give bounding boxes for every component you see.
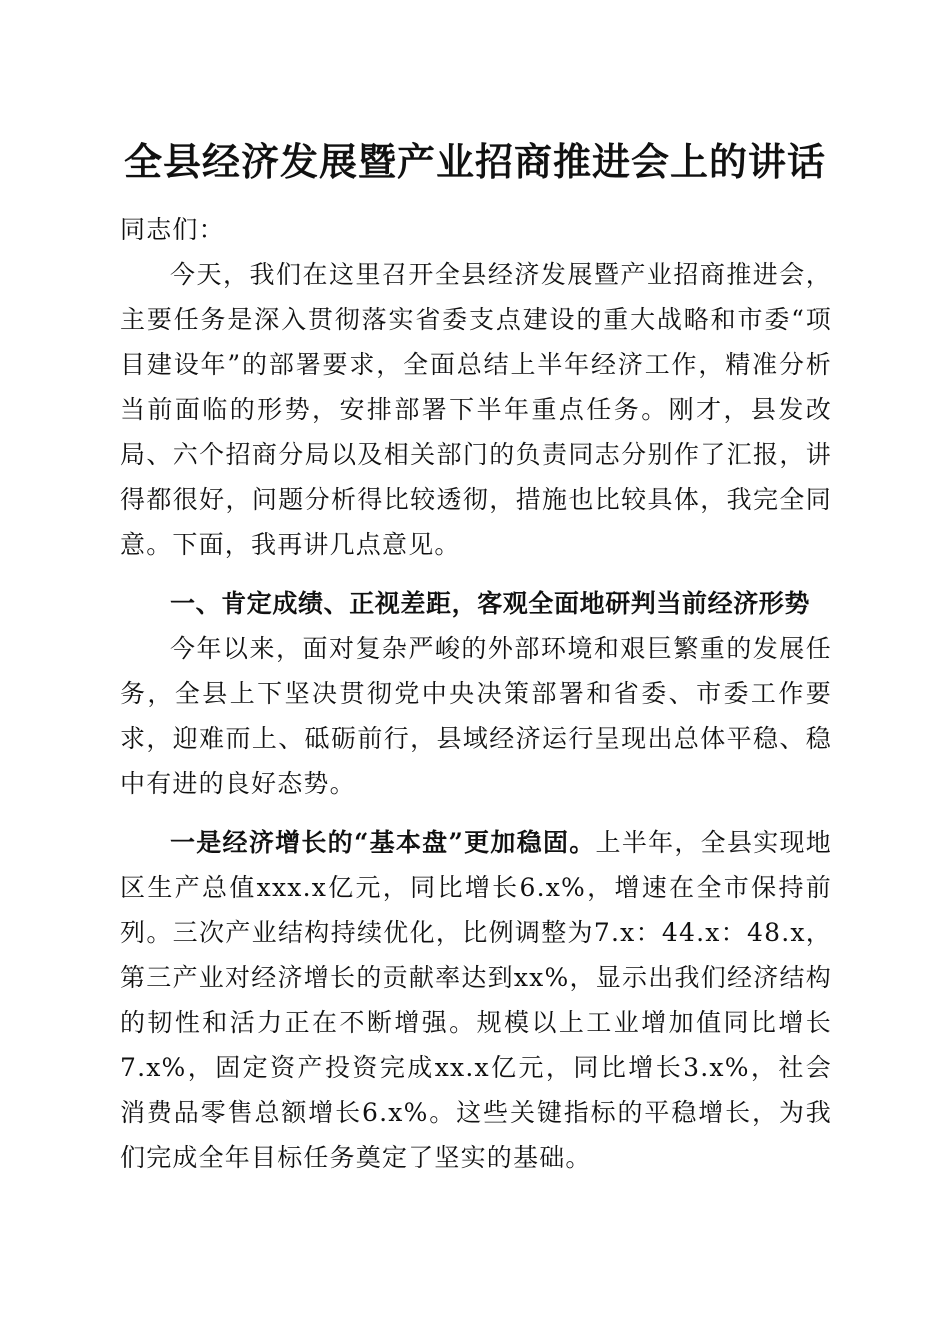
section1-paragraph-1: 今年以来，面对复杂严峻的外部环境和艰巨繁重的发展任务，全县上下坚决贯彻党中央决策部署和省委、市委工作要求，迎难而上、砥砺前行，县域经济运行呈现出总体平稳、稳中有进的良好态势。 (120, 634, 832, 798)
section-heading-1: 一、肯定成绩、正视差距，客观全面地研判当前经济形势 (170, 589, 811, 618)
section1-paragraph-2 (120, 820, 832, 1180)
document-body (120, 207, 832, 1180)
document-title: 全县经济发展暨产业招商推进会上的讲话 (123, 139, 826, 184)
intro-paragraph: 今天，我们在这里召开全县经济发展暨产业招商推进会，主要任务是深入贯彻落实省委支点建设的重大战略和市委“项目建设年”的部署要求，全面总结上半年经济工作，精准分析当前面临的形势，安排部署下半年重点任务。刚才，县发改局、六个招商分局以及相关部门的负责同志分别作了汇报，讲得都很好，问题分析得比较透彻，措施也比较具体，我完全同意。下面，我再讲几点意见。 (120, 260, 832, 559)
paragraph-body: 上半年，全县实现地区生产总值xxx.x亿元，同比增长6.x%，增速在全市保持前列。三次产业结构持续优化，比例调整为7.x：44.x：48.x，第三产业对经济增长的贡献率达到xx%，显示出我们经济结构的韧性和活力正在不断增强。规模以上工业增加值同比增长7.x%，固定资产投资完成xx.x亿元，同比增长3.x%，社会消费品零售总额增长6.x%。这些关键指标的平稳增长，为我们完成全年目标任务奠定了坚实的基础。 (120, 828, 832, 1172)
paragraph-lead-sentence: 一是经济增长的“基本盘”更加稳固。 (170, 828, 596, 857)
salutation: 同志们： (120, 215, 225, 244)
